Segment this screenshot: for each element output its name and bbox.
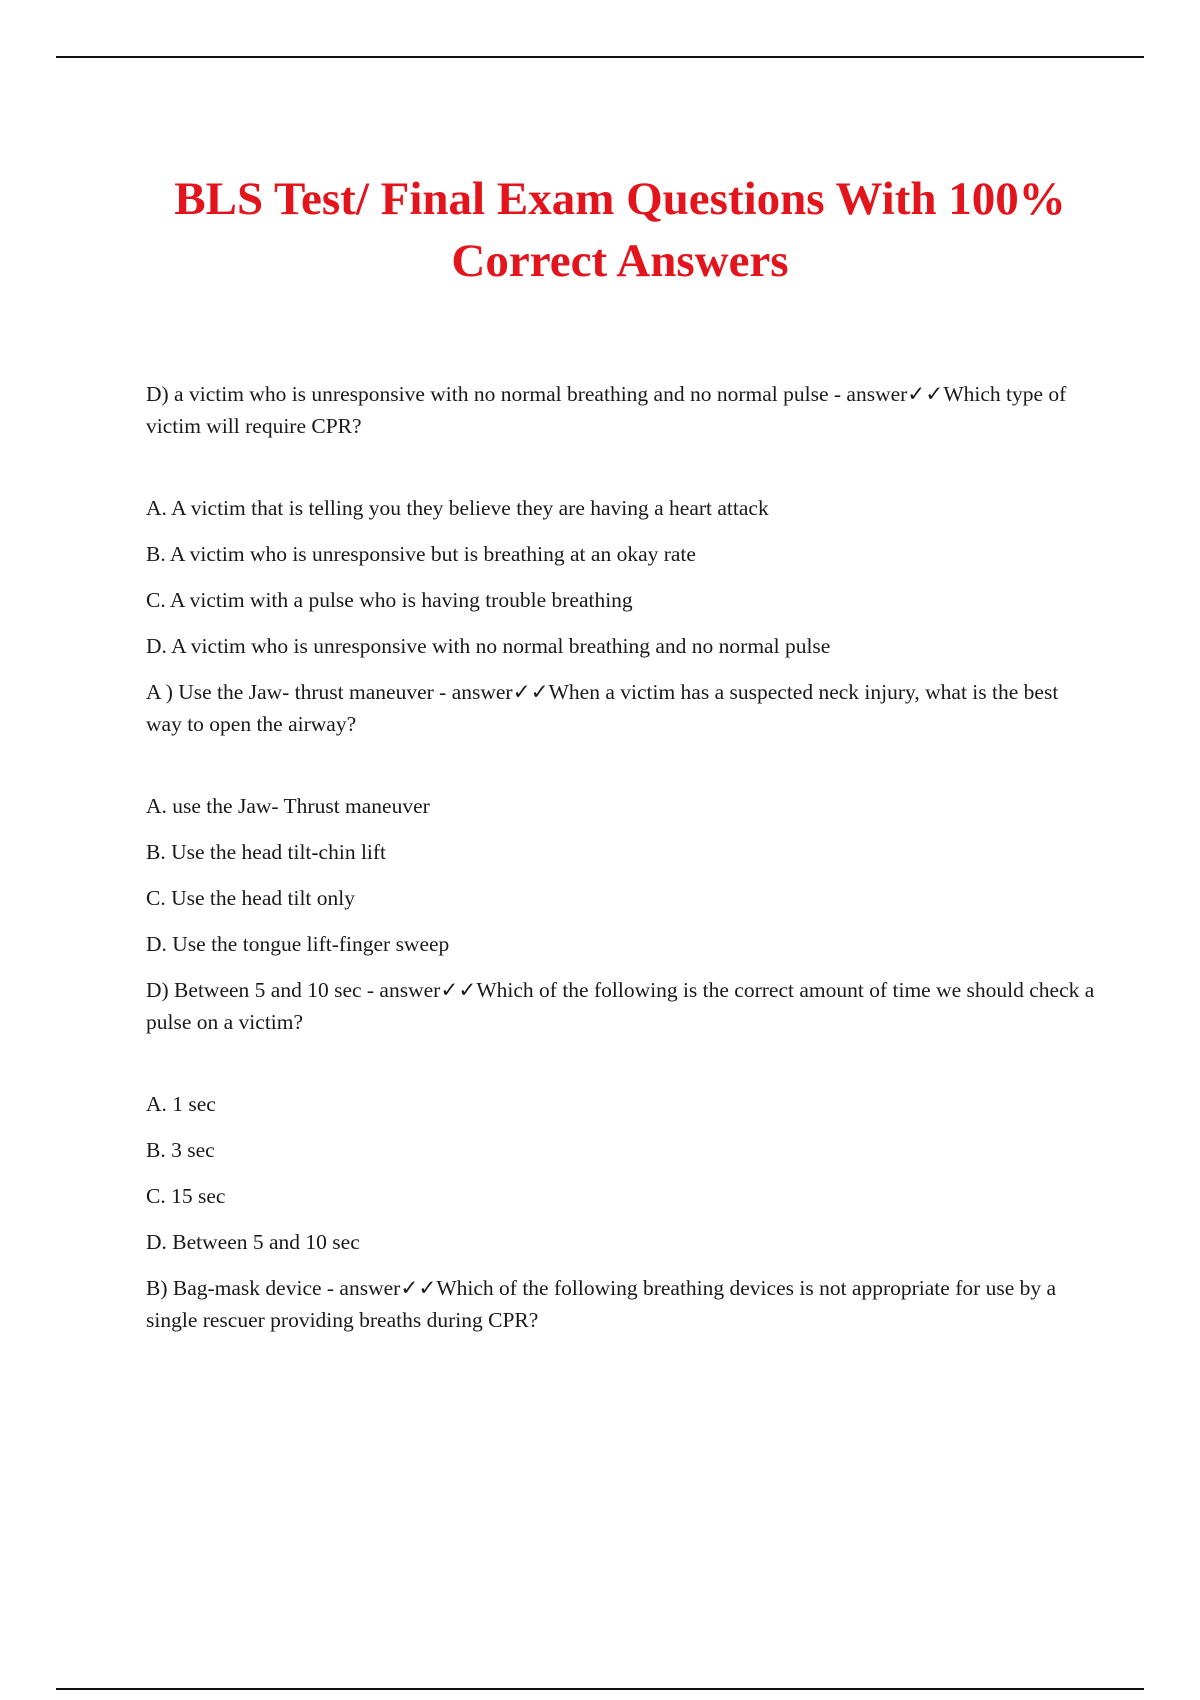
options-list [146,492,1096,662]
option-a: A. 1 sec [146,1092,216,1116]
option-a: A. use the Jaw- Thrust maneuver [146,794,430,818]
option-b: B. A victim who is unresponsive but is breathing at an okay rate [146,542,696,566]
title-line-1: BLS Test/ Final Exam Questions With 100% [174,173,1066,225]
option-d: D. Use the tongue lift-finger sweep [146,932,450,956]
option-d: D. A victim who is unresponsive with no normal breathing and no normal pulse [146,634,831,658]
options-list [146,1088,1096,1258]
question-block-3 [146,974,1096,1258]
document-body [146,378,1096,1336]
top-rule [56,56,1144,58]
option-c: C. Use the head tilt only [146,886,355,910]
bottom-rule [56,1688,1144,1690]
question-answer-text: B) Bag-mask device - answer✓✓Which of the following breathing devices is not appropriate for use by a single rescuer providing breaths during CPR? [146,1276,1057,1332]
title-line-2: Correct Answers [451,235,789,287]
question-answer-text: D) Between 5 and 10 sec - answer✓✓Which of the following is the correct amount of time we should check a pulse on a victim? [146,978,1095,1034]
document-title [100,168,1140,292]
option-d: D. Between 5 and 10 sec [146,1230,360,1254]
option-a: A. A victim that is telling you they believe they are having a heart attack [146,496,769,520]
option-b: B. Use the head tilt-chin lift [146,840,387,864]
question-answer-text: A ) Use the Jaw- thrust maneuver - answer✓✓When a victim has a suspected neck injury, what is the best way to open the airway? [146,680,1059,736]
option-b: B. 3 sec [146,1138,215,1162]
options-list [146,790,1096,960]
question-block-1 [146,378,1096,662]
question-block-4 [146,1272,1096,1336]
option-c: C. A victim with a pulse who is having trouble breathing [146,588,633,612]
option-c: C. 15 sec [146,1184,226,1208]
question-block-2 [146,676,1096,960]
question-answer-text: D) a victim who is unresponsive with no normal breathing and no normal pulse - answer✓✓Which type of victim will require CPR? [146,382,1067,438]
